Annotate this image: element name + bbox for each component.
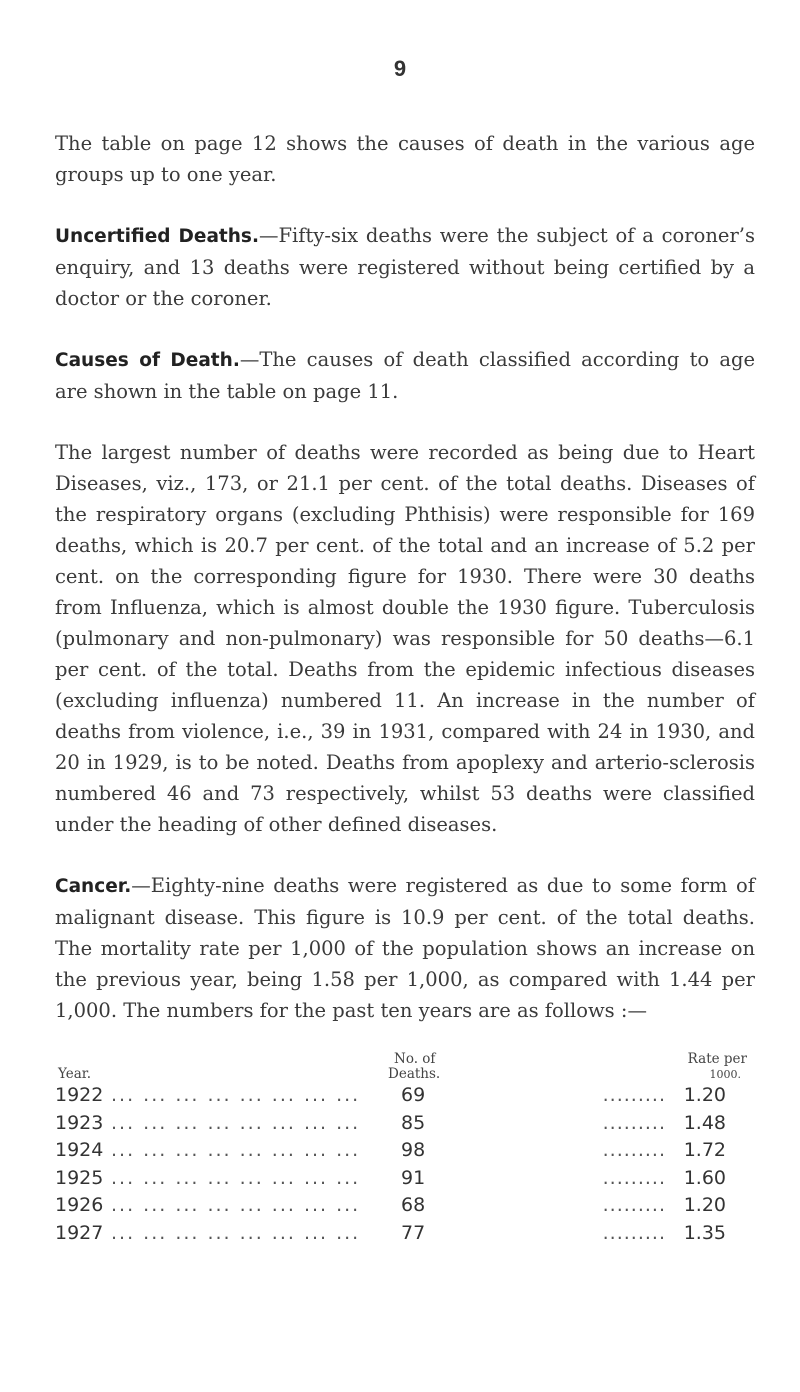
intro-paragraph: The table on page 12 shows the causes of death in the various age groups up to one year. (55, 132, 755, 186)
largest-number-paragraph: The largest number of deaths were recorded as being due to Heart Diseases, viz., 173, or 21.1 per cent. of the total deaths. Diseases of the respiratory organs (excluding Phthisis) were responsible for 169 deaths, which is 20.7 per cent. of the total and an increase of 5.2 per cent. on the corresponding figure for 1930. There were 30 deaths from Influenza, which is almost double the 1930 figure. Tuberculosis (pulmonary and non-pulmonary) was responsible for 50 deaths—6.1 per cent. of the total. Deaths from the epidemic infectious diseases (excluding influenza) numbered 11. An increase in the number of deaths from violence, i.e., 39 in 1931, compared with 24 in 1930, and 20 in 1929, is to be noted. Deaths from apoplexy and arterio-sclerosis numbered 46 and 73 respectively, whilst 53 deaths were classified under the heading of other defined diseases. (55, 441, 755, 836)
rate-header-line2: 1000. (709, 1068, 741, 1081)
table-row (55, 1137, 755, 1165)
uncertified-deaths-heading: Uncertified Deaths. (55, 226, 259, 247)
dot-leader: ......... (602, 1166, 666, 1189)
table-row (55, 1220, 755, 1248)
causes-of-death-heading: Causes of Death. (55, 350, 240, 371)
dot-leader: ......... (602, 1194, 666, 1216)
dot-leader: ... ... ... ... ... ... ... ... (111, 1166, 361, 1189)
page-number: 9 (393, 56, 407, 81)
uncertified-deaths-text: —Fifty-six deaths were the subject of a coroner’s enquiry, and 13 deaths were registered without being certified by a doctor or the coroner. (55, 224, 755, 310)
deaths-cell: 85 (401, 1111, 426, 1134)
rate-header-line1: Rate per (687, 1051, 747, 1067)
dot-leader: ......... (602, 1221, 666, 1244)
year-column-header: Year. (58, 1066, 92, 1082)
year-cell: 1924 (55, 1139, 104, 1161)
dot-leader: ......... (602, 1111, 666, 1134)
deaths-cell: 91 (401, 1166, 426, 1189)
rate-cell: 1.72 (683, 1139, 726, 1161)
rate-cell: 1.48 (683, 1111, 726, 1134)
rate-cell: 1.20 (683, 1194, 726, 1216)
table-row (55, 1082, 755, 1110)
dot-leader: ......... (602, 1084, 666, 1106)
uncertified-deaths-paragraph (55, 220, 755, 314)
dot-leader: ... ... ... ... ... ... ... ... (111, 1084, 361, 1106)
table-row (55, 1110, 755, 1138)
deaths-header-line2: Deaths. (388, 1066, 441, 1082)
cancer-heading: Cancer. (55, 876, 132, 897)
rate-column-header (598, 1052, 755, 1082)
dot-leader: ......... (602, 1139, 666, 1161)
cancer-deaths-table (55, 1046, 755, 1247)
deaths-cell: 77 (401, 1221, 426, 1244)
rate-cell: 1.20 (683, 1084, 726, 1106)
year-cell: 1922 (55, 1084, 104, 1106)
deaths-header-line1: No. of (394, 1051, 436, 1067)
document-body (55, 128, 755, 1247)
year-cell: 1927 (55, 1221, 104, 1244)
deaths-cell: 68 (401, 1194, 426, 1216)
table-rows (55, 1082, 755, 1247)
deaths-cell: 69 (401, 1084, 426, 1106)
cancer-paragraph (55, 870, 755, 1026)
causes-of-death-paragraph (55, 344, 755, 407)
rate-cell: 1.35 (683, 1221, 726, 1244)
table-row (55, 1192, 755, 1220)
year-cell: 1926 (55, 1194, 104, 1216)
year-cell: 1923 (55, 1111, 104, 1134)
table-row (55, 1165, 755, 1193)
dot-leader: ... ... ... ... ... ... ... ... (111, 1139, 361, 1161)
dot-leader: ... ... ... ... ... ... ... ... (111, 1111, 361, 1134)
cancer-text: —Eighty-nine deaths were registered as due to some form of malignant disease. This figure is 10.9 per cent. of the total deaths. The mortality rate per 1,000 of the population shows an increase on the previous year, being 1.58 per 1,000, as compared with 1.44 per 1,000. The numbers for the past ten years are as follows :— (55, 874, 755, 1022)
table-header (55, 1046, 755, 1082)
rate-cell: 1.60 (683, 1166, 726, 1189)
year-cell: 1925 (55, 1166, 104, 1189)
deaths-column-header (388, 1052, 598, 1082)
causes-of-death-text: —The causes of death classified according to age are shown in the table on page 11. (55, 348, 756, 403)
dot-leader: ... ... ... ... ... ... ... ... (111, 1194, 361, 1216)
dot-leader: ... ... ... ... ... ... ... ... (111, 1221, 361, 1244)
deaths-cell: 98 (401, 1139, 426, 1161)
